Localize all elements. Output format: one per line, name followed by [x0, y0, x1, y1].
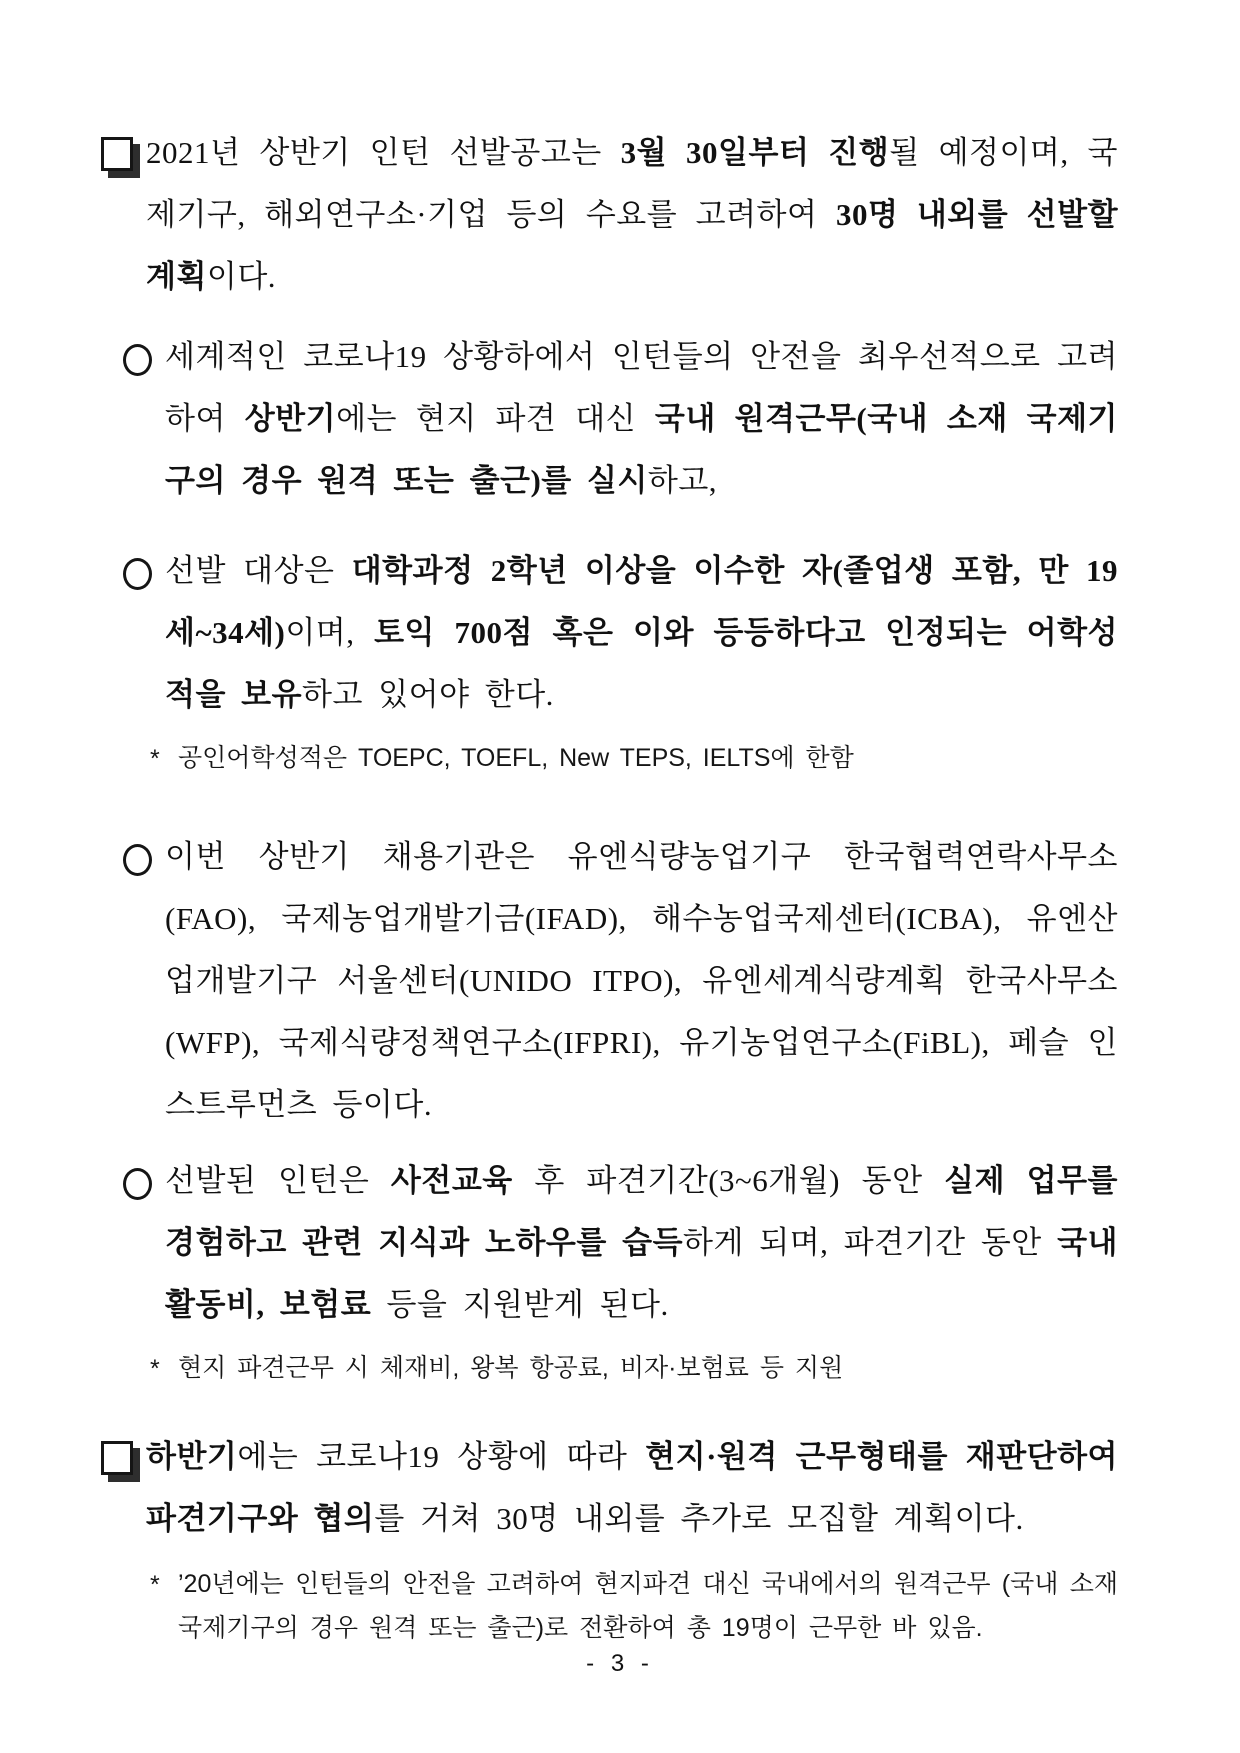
emphasized-text-run: 30명 내외를 선발할 계획	[146, 197, 1119, 294]
circle-bullet-icon	[123, 558, 152, 590]
footnote-text	[178, 1354, 843, 1382]
text-run: 선발된 인턴은	[165, 1163, 391, 1198]
paragraph-text	[146, 135, 1118, 294]
text-run: 하고 있어야 한다.	[302, 677, 554, 712]
emphasized-text-run: 3월 30일부터 진행	[620, 135, 890, 170]
circle-bullet-icon	[123, 344, 152, 376]
text-run: 선발 대상은	[165, 553, 352, 588]
footnote-text	[178, 1570, 1118, 1642]
paragraph	[100, 540, 1118, 726]
paragraph-text	[165, 1163, 1118, 1322]
paragraph-text	[165, 553, 1118, 712]
footnote-marker-icon: *	[150, 1571, 160, 1599]
emphasized-text-run: 국내 활동비, 보험료	[165, 1225, 1118, 1322]
text-run: 세계적인 코로나19 상황하에서 인턴들의 안전을 최우선적으로 고려하여	[165, 339, 1118, 436]
paragraph-text	[146, 1439, 1118, 1536]
text-run: 2021년 상반기 인턴 선발공고는	[146, 135, 621, 170]
text-run: 를 거쳐 30명 내외를 추가로 모집할 계획이다.	[374, 1501, 1024, 1536]
emphasized-text-run: 국내 원격근무(국내 소재 국제기구의 경우 원격 또는 출근)를 실시	[165, 401, 1118, 498]
circle-bullet-icon	[123, 1168, 152, 1200]
paragraph	[100, 122, 1118, 308]
text-run: 에는 현지 파견 대신	[336, 401, 655, 436]
paragraph-text	[165, 339, 1118, 498]
text-run: 후 파견기간(3~6개월) 동안	[512, 1163, 945, 1198]
paragraph	[100, 1150, 1118, 1336]
paragraph	[100, 326, 1118, 512]
emphasized-text-run: 하반기	[146, 1439, 238, 1474]
footnote	[100, 1562, 1118, 1650]
footnote-text	[178, 744, 854, 772]
text-run: 공인어학성적은 TOEPC, TOEFL, New TEPS, IELTS에 한함	[178, 744, 854, 772]
text-run: 에는 코로나19 상황에 따라	[237, 1439, 646, 1474]
paragraph-text	[165, 839, 1118, 1122]
emphasized-text-run: 토익 700점 혹은 이와 등등하다고 인정되는 어학성적을 보유	[165, 615, 1118, 712]
text-run: 현지 파견근무 시 체재비, 왕복 항공료, 비자·보험료 등 지원	[178, 1354, 844, 1382]
square-bullet-icon	[101, 137, 133, 171]
text-run: 이며,	[285, 615, 375, 650]
footnote	[100, 1346, 1118, 1390]
page-number: - 3 -	[586, 1650, 654, 1677]
text-run: 하게 되며, 파견기간 동안	[683, 1225, 1058, 1260]
emphasized-text-run: 사전교육	[390, 1163, 513, 1198]
paragraph	[100, 826, 1118, 1136]
footnote-marker-icon: *	[150, 745, 160, 773]
circle-bullet-icon	[123, 844, 152, 876]
emphasized-text-run: 상반기	[244, 401, 337, 436]
text-run: 이번 상반기 채용기관은 유엔식량농업기구 한국협력연락사무소(FAO), 국제농업개발기금(IFAD), 해수농업국제센터(ICBA), 유엔산업개발기구 서울센터(UNIDO ITPO), 유엔세계식량계획 한국사무소(WFP), 국제식량정책연구소(IFPRI), 유기농업연구소(FiBL), 페슬 인스트루먼츠 등이다.	[165, 839, 1118, 1122]
text-run: 하고,	[647, 463, 718, 498]
text-run: 될 예정이며, 국제기구, 해외연구소·기업 등의 수요를 고려하여	[146, 135, 1118, 232]
paragraph	[100, 1426, 1118, 1550]
text-run: 이다.	[206, 259, 277, 294]
emphasized-text-run: 대학과정 2학년 이상을 이수한 자(졸업생 포함, 만 19세~34세)	[165, 553, 1119, 650]
emphasized-text-run: 실제 업무를 경험하고 관련 지식과 노하우를 습득	[165, 1163, 1118, 1260]
text-run: ’20년에는 인턴들의 안전을 고려하여 현지파견 대신 국내에서의 원격근무 (국내 소재 국제기구의 경우 원격 또는 출근)로 전환하여 총 19명이 근무한 바 있음.	[178, 1570, 1118, 1642]
emphasized-text-run: 현지·원격 근무형태를 재판단하여 파견기구와 협의	[146, 1439, 1118, 1536]
text-run: 등을 지원받게 된다.	[371, 1287, 669, 1322]
square-bullet-icon	[101, 1441, 133, 1475]
footnote	[100, 736, 1118, 780]
footnote-marker-icon: *	[150, 1355, 160, 1383]
